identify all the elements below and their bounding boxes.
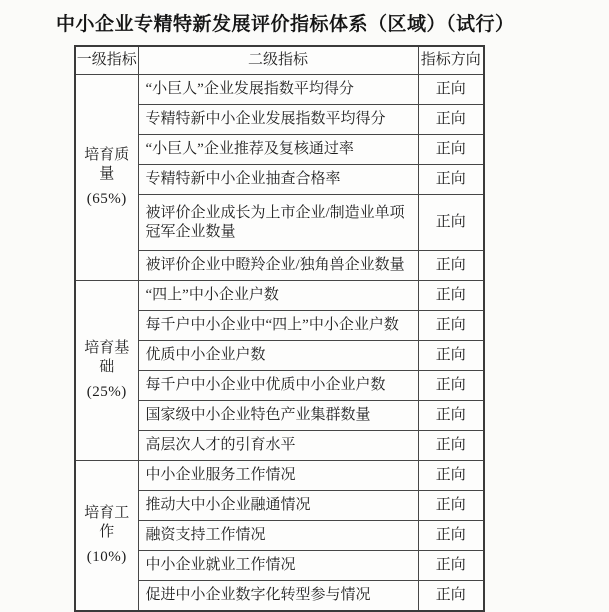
table-row [75,461,484,491]
direction-cell: 正向 [418,461,484,491]
direction-cell: 正向 [418,195,484,251]
direction-cell: 正向 [418,105,484,135]
direction-cell: 正向 [418,251,484,281]
direction-cell: 正向 [418,581,484,612]
table-row [75,75,484,105]
direction-cell: 正向 [418,341,484,371]
secondary-indicator-cell: 中小企业就业工作情况 [138,551,418,581]
secondary-indicator-cell: 每千户中小企业中“四上”中小企业户数 [138,311,418,341]
group-weight: (25%) [86,383,127,400]
secondary-indicator-cell: 专精特新中小企业抽查合格率 [138,165,418,195]
indicator-table [74,45,485,612]
group-weight: (10%) [86,548,127,565]
secondary-indicator-cell: “小巨人”企业发展指数平均得分 [138,75,418,105]
secondary-indicator-cell: 国家级中小企业特色产业集群数量 [138,401,418,431]
group-weight: (65%) [86,190,127,207]
direction-cell: 正向 [418,401,484,431]
table-row [75,281,484,311]
group-cell-quality [75,75,138,281]
secondary-indicator-cell: 融资支持工作情况 [138,521,418,551]
secondary-indicator-cell: 促进中小企业数字化转型参与情况 [138,581,418,612]
secondary-indicator-cell: 专精特新中小企业发展指数平均得分 [138,105,418,135]
direction-cell: 正向 [418,491,484,521]
secondary-indicator-cell: “小巨人”企业推荐及复核通过率 [138,135,418,165]
secondary-indicator-cell: 每千户中小企业中优质中小企业户数 [138,371,418,401]
direction-cell: 正向 [418,551,484,581]
group-label: 培育基础 [84,340,130,376]
secondary-indicator-cell: “四上”中小企业户数 [138,281,418,311]
direction-cell: 正向 [418,521,484,551]
group-cell-work [75,461,138,612]
direction-cell: 正向 [418,371,484,401]
header-row [75,46,484,75]
direction-cell: 正向 [418,135,484,165]
direction-cell: 正向 [418,431,484,461]
direction-cell: 正向 [418,311,484,341]
page-title: 中小企业专精特新发展评价指标体系（区域）（试行） [56,14,515,35]
header-indicator-direction: 指标方向 [418,46,484,75]
group-label: 培育工作 [84,505,130,541]
group-label: 培育质量 [84,147,130,183]
secondary-indicator-cell: 推动大中小企业融通情况 [138,491,418,521]
secondary-indicator-cell: 中小企业服务工作情况 [138,461,418,491]
direction-cell: 正向 [418,75,484,105]
header-secondary-indicator: 二级指标 [138,46,418,75]
group-cell-foundation [75,281,138,461]
direction-cell: 正向 [418,165,484,195]
secondary-indicator-cell: 优质中小企业户数 [138,341,418,371]
header-primary-indicator: 一级指标 [75,46,138,75]
secondary-indicator-cell: 高层次人才的引育水平 [138,431,418,461]
secondary-indicator-cell: 被评价企业中瞪羚企业/独角兽企业数量 [138,251,418,281]
secondary-indicator-cell: 被评价企业成长为上市企业/制造业单项冠军企业数量 [138,195,418,251]
direction-cell: 正向 [418,281,484,311]
